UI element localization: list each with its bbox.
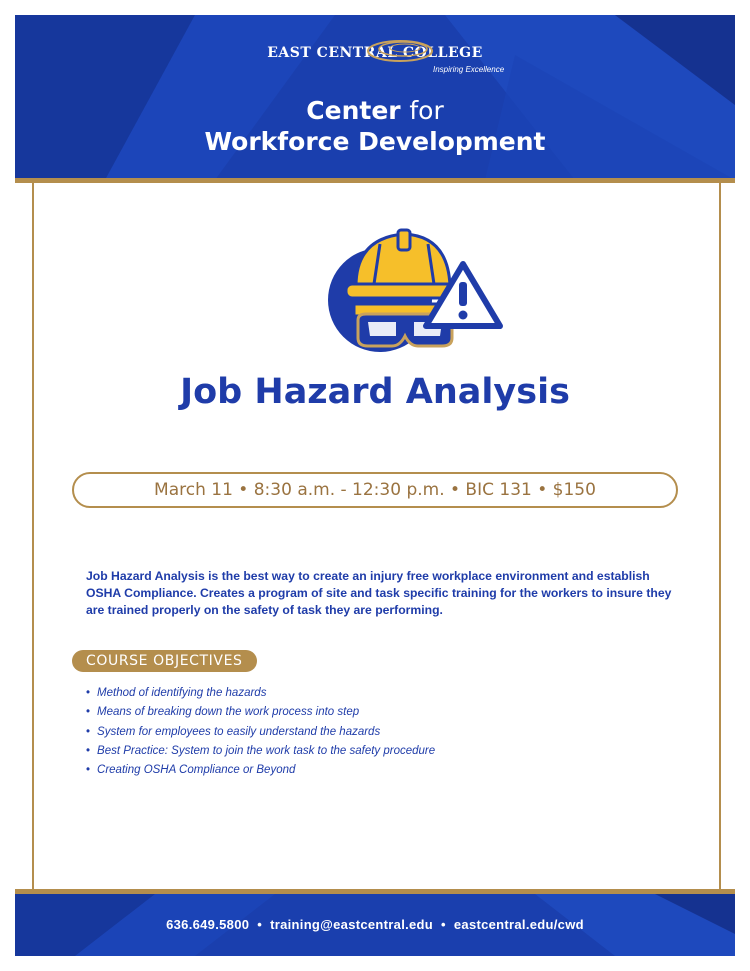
course-description: Job Hazard Analysis is the best way to create an injury free workplace environment and establish OSHA Compliance. Creates a program of site and task specific training for the workers to insure they are trained properly on the safety of task they are performing. [86, 569, 672, 617]
objective-item: • Best Practice: System to join the work task to the safety procedure [86, 744, 436, 757]
objectives-list [86, 684, 435, 780]
objective-item: • Creating OSHA Compliance or Beyond [86, 764, 296, 777]
course-title: Job Hazard Analysis [180, 372, 570, 412]
logo-swoosh-icon [345, 31, 455, 65]
header-title-line2: Workforce Development [204, 127, 546, 156]
footer-banner [15, 894, 735, 956]
hard-hat-goggles-warning-icon [318, 226, 508, 361]
footer-phone[interactable]: 636.649.5800 [166, 917, 250, 932]
college-name: EAST CENTRAL COLLEGE [267, 45, 483, 61]
objectives-heading: COURSE OBJECTIVES [72, 650, 257, 672]
objective-item: • System for employees to easily understand the hazards [86, 725, 381, 738]
header-banner [15, 15, 735, 180]
footer-email[interactable]: training@eastcentral.edu [270, 917, 434, 932]
objective-item: • Method of identifying the hazards [86, 687, 267, 699]
header-title-bold: Center [306, 96, 401, 125]
footer-website[interactable]: eastcentral.edu/cwd [453, 917, 584, 932]
header-title-light: for [409, 96, 444, 125]
college-tagline: Inspiring Excellence [433, 65, 505, 74]
college-logo [15, 45, 735, 74]
header-title [15, 95, 735, 157]
objective-item: • Means of breaking down the work process into step [86, 706, 360, 719]
footer-contact: 636.649.5800 • training@eastcentral.edu • eastcentral.edu/cwd [166, 917, 584, 932]
event-info-pill: March 11 • 8:30 a.m. - 12:30 p.m. • BIC 131 • $150 [72, 472, 678, 508]
